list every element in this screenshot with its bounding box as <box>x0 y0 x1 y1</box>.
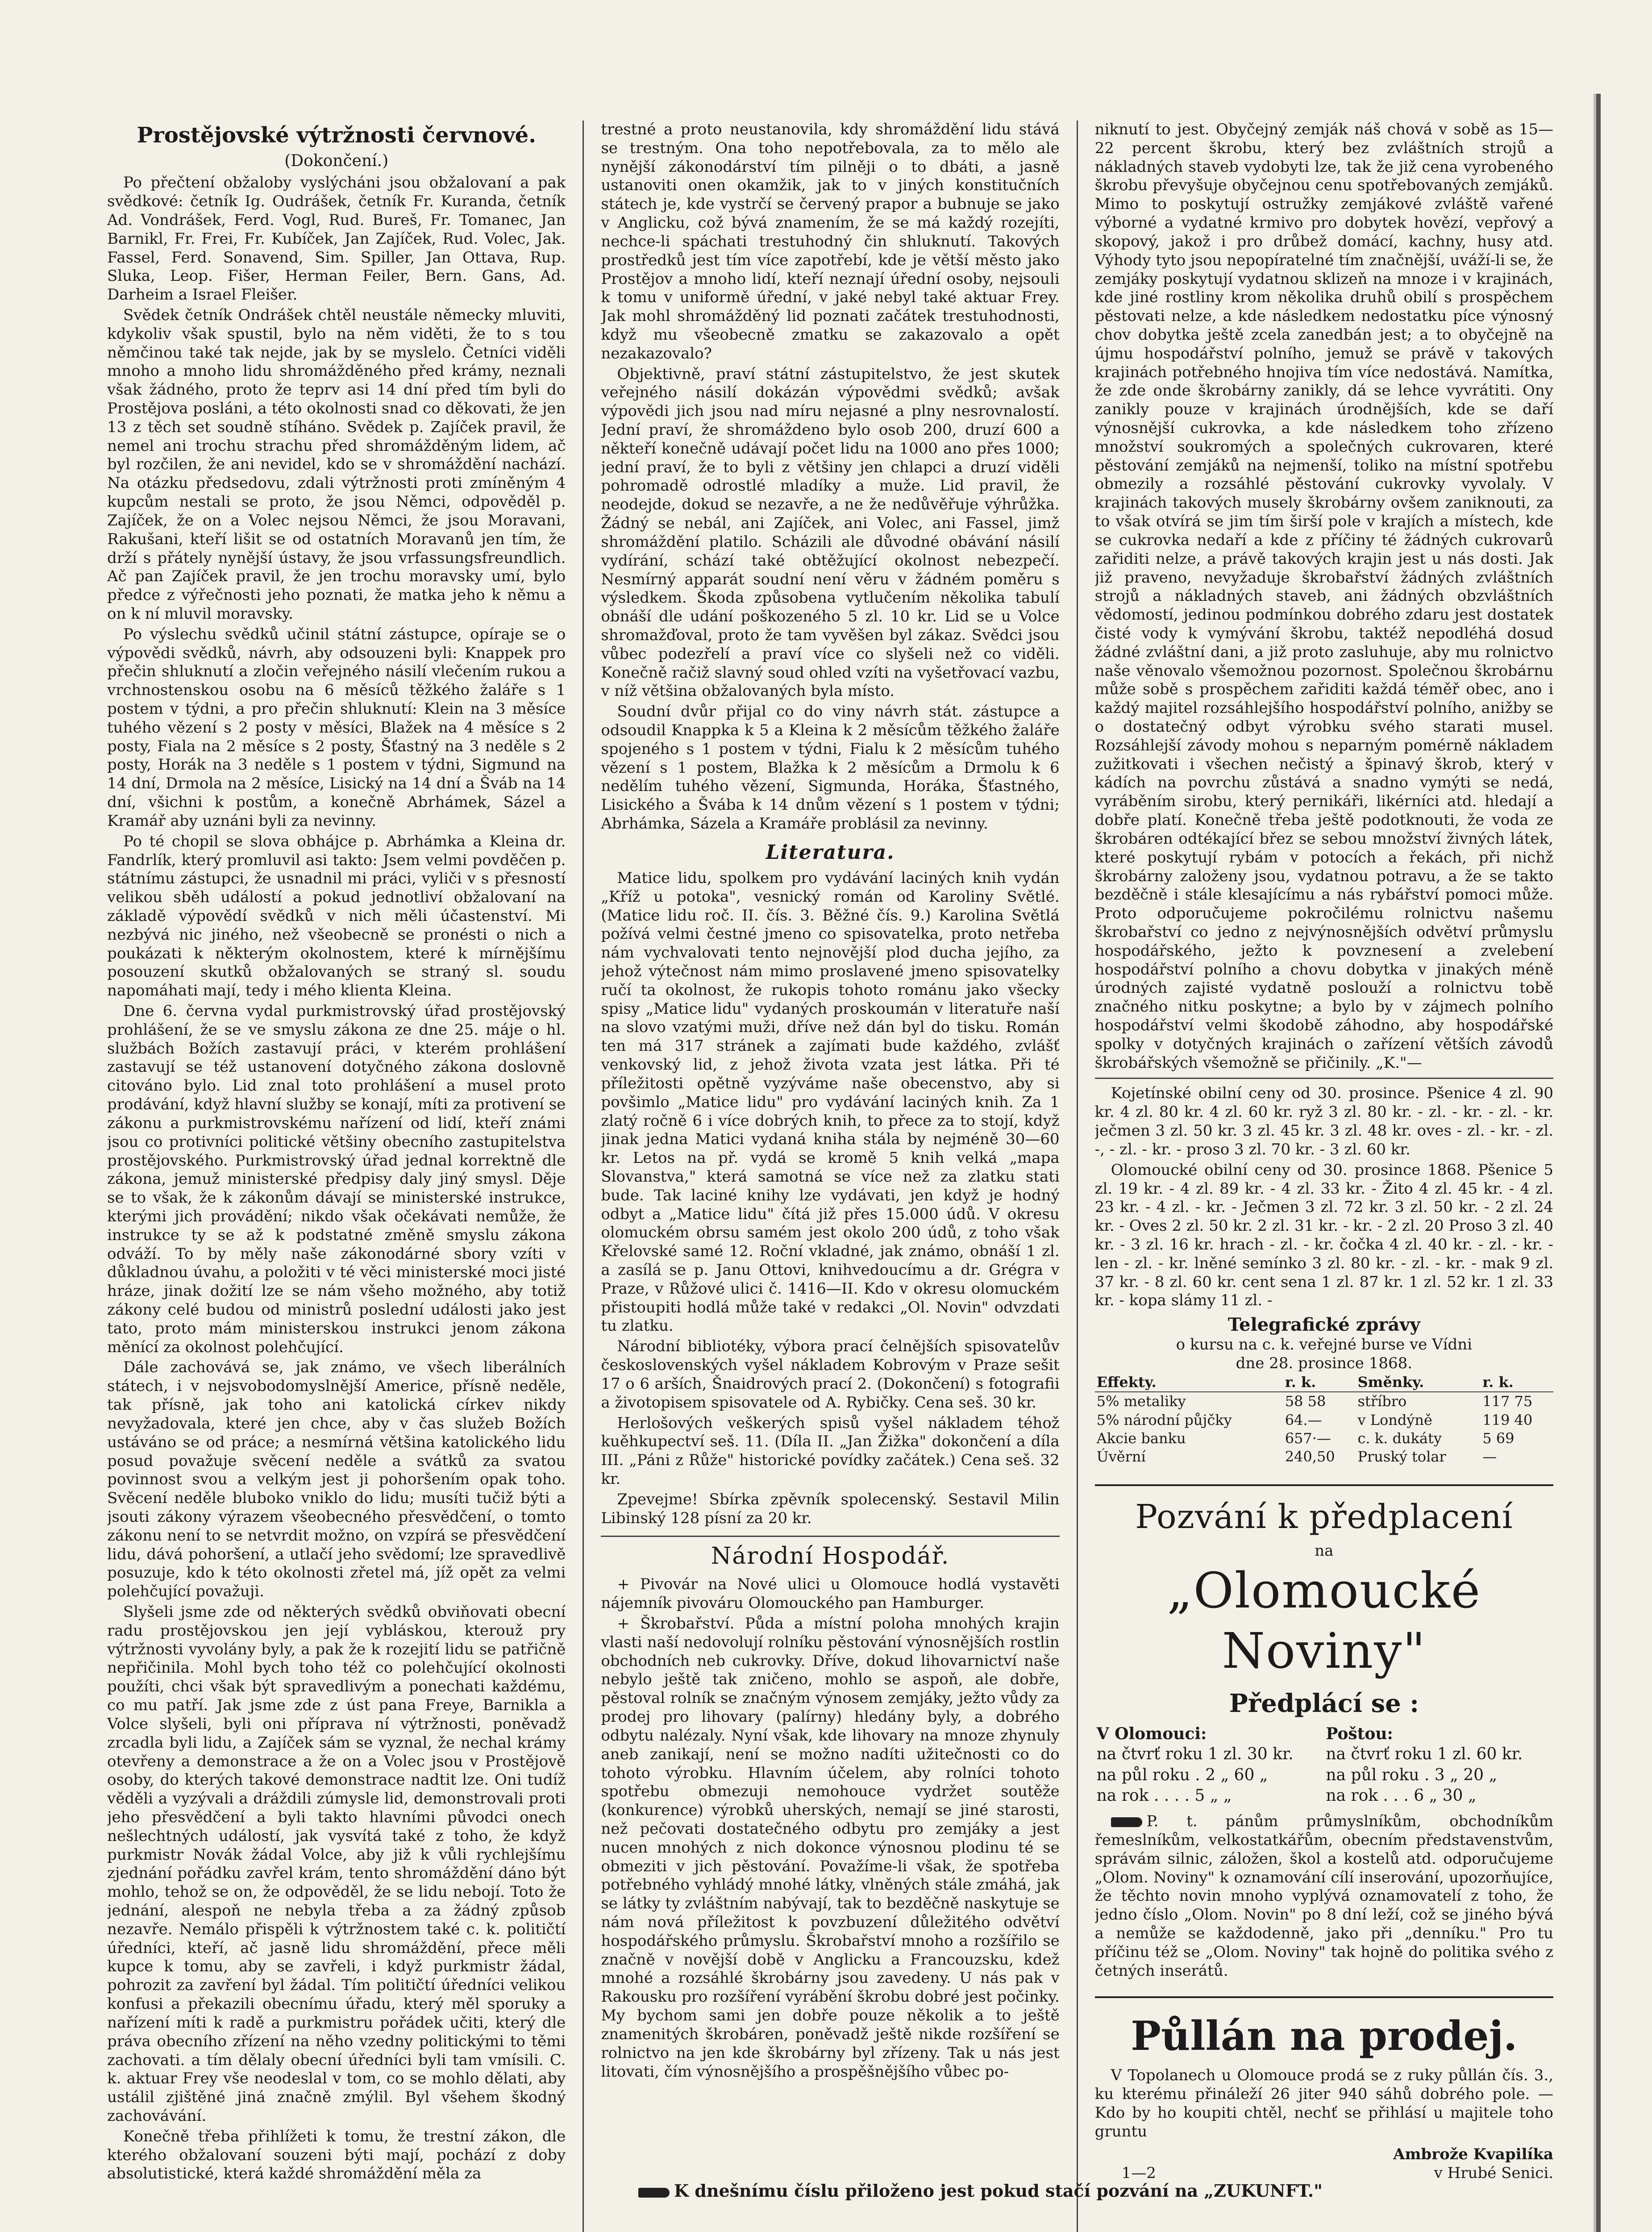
paragraph: Matice lidu, spolkem pro vydávání laciných knih vydán „Kříž u potoka", vesnický román od Karoliny Světlé. (Matice lidu roč. II. čís. 3. Běžné čís. 9.) Karolina Světlá požívá velmi čestné jmeno co spisovatelka, proto netřeba nám vychvalovati tento nejnovější plod ducha jejího, za jehož výtečnost nám mimo proslavené jmeno spisovatelky ručí ta okolnost, že rukopis tohoto románu jako všecky spisy „Matice lidu" vydaných proskoumán v literatuře naší na slovo vzatými muži, dříve než dán byl do tisku. Román ten má 317 stránek a zajímati bude každého, zvlášť venkovský lid, z jehož života vzata jest látka. Při té příležitosti opětně vyzýváme naše obecenstvo, aby si povšimlo „Matice lidu" pro vydávání laciných knih. Za 1 zlatý ročně 6 i více dobrých knih, to přece za to stojí, když jinak jedna Matici vydaná kniha stála by nejméně 30—60 kr. Letos na př. vydá se kromě 5 knih velká „mapa Slovanstva," která samotná se více než za zlatku stati bude. Tak laciné knihy lze vydávati, jen když je hodný odbyt a „Matice lidu" čítá již přes 15.000 údů. V okresu olomuckém obrsu samém jest okolo 200 údů, z toho však Křelovské samé 12. Roční vkladné, jak známo, obnáší 1 zl. a zasílá se p. Janu Ottovi, knihvedoucímu a dr. Grégra v Praze, v Růžové ulici č. 1416—II. Kdo v okresu olomuckém přistoupiti hodlá může také v redakci „Ol. Novin" odvzdati tu zlatku. <box>601 869 1060 1335</box>
paragraph: Po přečtení obžaloby vyslýcháni jsou obžalovaní a pak svědkové: četník Ig. Oudrášek, četník Fr. Kuranda, četník Ad. Vondrášek, Ferd. Vogl, Rud. Bureš, Fr. Tomanec, Jan Barnikl, Fr. Frei, Fr. Kubíček, Jan Zajíček, Rud. Volec, Jak. Fassel, Ferd. Sonavend, Sim. Spiller, Jan Ottava, Rup. Sluka, Leop. Fišer, Herman Feiler, Bern. Gans, Ad. Darheim a Israel Fleišer. <box>107 174 566 304</box>
table-cell: na čtvrť roku 1 zl. 30 kr. <box>1096 1745 1294 1764</box>
table-row <box>1095 1744 1553 1765</box>
table-header <box>1095 1373 1553 1392</box>
paragraph: niknutí to jest. Obyčejný zemják náš chová v sobě as 15—22 percent škrobu, který bez zvláštních strojů a nákladných staveb vydobyti lze, tak že již cena vyrobeného škrobu převyšuje obyčejnou cenu spotřebovaných zemjáků. Mimo to poskytují ostružky zemjákové zvláště vařené výborné a vydatné krmivo pro dobytek hovězí, vepřový a skopový, jakož i pro drůbež domácí, kachny, husy atd. Výhody tyto jsou nepopíratelné tím značnější, uváží-li se, že zemjáky poskytují vydatnou sklizeň na mnoze i v krajinách, kde jiné rostliny krom několika druhů obilí s prospěchem pěstovati nelze, a kde následkem nedostatku píce výnosný chov dobytka ještě zcela zanedbán jest; a to obyčejně na újmu hospodářství polního, jemuž se právě v takových krajinách potřebného hnojiva tím více nedostává. Namítka, že zde onde škrobárny zanikly, dá se lehce vyvrátiti. Ony zanikly pouze v krajinách úrodnějších, kde se daří výnosnější cukrovka, a kde následkem toho zřízeno množství soukromých a společných cukrovaren, které pěstování zemjáků na nejmenší, toliko na místní spotřebu obmezily a rozsáhlé pěstování cukrovky vyvolaly. V krajinách takových musely škrobárny ovšem zaniknouti, za to však otvírá se jim tím širší pole v krajích a místech, kde se cukrovka nedaří a kde z příčiny té žádných cukrovarů zařiditi nelze, a právě takových krajin jest u nás dosti. Jak již praveno, nevyžaduje škrobařství žádných zvláštních strojů a nákladných staveb, ani žádných obzvláštních vědomostí, jedinou podmínkou dobrého zdaru jest dostatek čisté vody k vymývání škrobu, taktéž nepodléhá dosud žádné zvláštní dani, a již proto zasluhuje, aby mu rolnictvo naše věnovalo všemožnou pozornost. Společnou škrobárnu může sobě s prospěchem zařiditi každá téměř obec, ano i každý majitel rozsáhlejšího hospodářství polního, anižby se o dostatečný odbyt výrobku svého starati musel. Rozsáhlejší závody mohou s neparným pomérně nákladem zužitkovati i všechen nečistý a špinavý škrob, který v kádích na povrchu zůstává a snadno vymýti se nedá, vyráběním sirobu, který pernikáři, likérníci atd. hledají a dobře platí. Konečně třeba ještě podotknouti, že voda ze škrobáren odtékající břez se sebou množství živných látek, které poskytují rybám v potocích a řekách, při nichž škrobárny založeny jsou, vydatnou potravu, a že se takto bezděčně i stále klesajícímu a nás rybářství pomoci může. Proto odporučujeme pokročilému rolnictvu našemu škrobařství co jedno z nejvýnosnějších odvětví průmyslu hospodářského, ježto k povznesení a zvelebení hospodářství polního a chovu dobytka v jinakých méně úrodných zajisté vydatně poslouží a rolnictvu tobě značného nitku poskytne; a bylo by v zájmech polního hospodářství velmi škodobě záhodno, aby hospodářské spolky v dotyčných krajinách o zařízení větších závodů škrobářských všemožně se přičinily. „K."— <box>1094 121 1554 1072</box>
paragraph: Herlošových veškerých spisů vyšel nákladem téhož kuěhkupectví seš. 11. (Díla II. „Jan Žižka" dokončení a díla III. „Páni z Růže" historické povídky začátek.) Cena seš. 32 kr. <box>601 1414 1060 1488</box>
table-cell: c. k. dukáty <box>1357 1430 1442 1447</box>
table-cell: stříbro <box>1357 1393 1407 1410</box>
table-cell: r. k. <box>1283 1373 1356 1392</box>
table-cell: 5 69 <box>1482 1430 1515 1447</box>
paragraph: Svědek četník Ondrášek chtěl neustále německy mluviti, kdykoliv však spustil, bylo na něm viděti, že to s tou němčinou také tak nejde, jak by se myslelo. Četníci viděli mnoho a mnoho lidu shromážděného před krámy, neznali však žádného, proto že teprv asi 14 dní před tím byli do Prostějova posláni, a této okolnosti snad co děkovati, že jen 13 z těch set soudně stíháno. Svědek p. Zajíček pravil, že nemel ani trochu strachu před shromážděným lidem, ač byl rozčilen, že ani nevidel, kdo se v shromáždění nachází. Na otázku předsedovu, zdali výtržnosti proti zmíněným 4 kupcům nestali se proto, že jsou Němci, odpověděl p. Zajíček, že on a Volec nejsou Němci, že jsou Moravani, Rakušani, kteří lišit se od ostatních Moravanů jen tím, že drží s přátely nynější ústavy, že jsou vrfassungsfreundlich. Ač pan Zajíček pravil, že jen trochu moravsky umí, bylo předce z výřečnosti jeho poznati, že matka jeho k němu a on k ní mluvil moravsky. <box>107 306 566 623</box>
telegraph-subtitle: o kursu na c. k. veřejné burse ve Vídni <box>1176 1336 1473 1354</box>
paragraph: trestné a proto neustanovila, kdy shromáždění lidu stává se trestným. Ona toho nepotřebovala, za to mělo ale nynější zákonodárství tím pilněji o to dbáti, a jasně ustanoviti onen okamžik, jak to v jiných konstitučních státech je, kde vystrčí se červený prapor a bubnuje se jako v Anglicku, což bývá znamením, že se má každý rozejíti, nechce-li spáchati trestuhodný čin shluknutí. Takových prostředků jest tím více zapotřebí, kde je větší město jako Prostějov a mnoho lidí, kteří neznají úřední osoby, nejsouli k tomu v uniformě úřední, v jaké nebyl také aktuar Frey. Jak mohl shromážděný lid poznati začátek trestuhodnosti, když mu všeobecně zmatku se zakazovalo a opět nezakazovalo? <box>601 121 1060 362</box>
table-cell: Akcie banku <box>1096 1430 1186 1447</box>
table-cell: 5% národní půjčky <box>1096 1411 1232 1428</box>
ad-sale-text: V Topolanech u Olomouce prodá se z ruky půllán čís. 3., ku kterému přináleží 26 jiter 940 sáhů dobrého pole. — Kdo by ho koupiti chtěl, nechť se přihlásí u majitele toho gruntu <box>1094 2066 1554 2140</box>
article-subtitle: (Dokončení.) <box>284 152 389 171</box>
table-cell: V Olomouci: <box>1096 1724 1207 1744</box>
table-row <box>1095 1429 1553 1448</box>
ad-heading-invitation: Pozvání k předplacení <box>1095 1484 1553 1537</box>
table-cell: v Londýně <box>1357 1411 1432 1428</box>
exchange-table <box>1095 1373 1553 1466</box>
ad-heading-sale: Půllán na prodej. <box>1095 1996 1553 2061</box>
market-prices: Kojetínské obilní ceny od 30. prosince. Pšenice 4 zl. 90 kr. 4 zl. 80 kr. 4 zl. 60 kr. ryž 3 zl. 80 kr. - zl. - kr. - zl. - kr. ječmen 3 zl. 50 kr. 3 zl. 45 kr. 3 zl. 48 kr. oves - zl. - kr. - zl. -, - zl. - kr. - proso 3 zl. 70 kr. - 3 zl. 60 kr. <box>1094 1084 1554 1158</box>
column-3 <box>1095 121 1553 2232</box>
table-cell: 240,50 <box>1285 1448 1335 1466</box>
ad-subscription-title: Předplácí se : <box>1229 1689 1419 1719</box>
paragraph: Dne 6. června vydal purkmistrovský úřad prostějovský prohlášení, že se ve smyslu zákona ze dne 25. máje o hl. službách Božích zastavují práci, v kterém prohlášení zastavují se též ustanovení dotyčného zákona doslovně citováno bylo. Lid znal toto prohlášení a musel proto prodávání, když hlavní služby se konají, míti za protivení se zákonu a purkmistrovskému nařízení od lidí, kteří známi jsou co protivníci politické většiny obecního zastupitelstva prostějovského. Purkmistrovský úřad jednal korrektně dle zákona, jemuž ministerské předpisy daly jiný smysl. Děje se to však, že k zákonům dávají se ministerské instrukce, kterými jich provádění; nikdo však očekávati nemůže, že instrukce ty se až k podstatné změně smyslu zákona odváží. To by měly naše zákonodárné sbory vzíti v důkladnou úvahu, a položiti v té věci ministerské moci jisté hráze, jinak dožití lze se nám všeho možného, aby totiž zákony celé budou od ministrů poslední události jako jest tato, proto mám ministerskou instrukci jenom zákona měnící za okolnost polehčující. <box>107 1002 566 1356</box>
paragraph: + Pivovár na Nové ulici u Olomouce hodlá vystavěti nájemník pivováru Olomouckého pan Hamburger. <box>601 1575 1060 1612</box>
paragraph: + Škrobařství. Půda a místní poloha mnohých krajin vlasti naší nedovolují rolníku pěstování výnosnějších rostlin obchodních neb cukrovky. Dříve, dokud lihovarnictví naše nebylo ještě tak zničeno, mohlo se aspoň, ale dobře, pěstoval rolník se značným výnosem zemjáky, ježto vůdy za prodej pro lihovary (palírny) hledány byly, a dobrého odbytu nalézaly. Nyní však, kde lihovary na mnoze zhynuly aneb zanikají, není se možno nadíti užitečnosti co do tohoto výrobku. Hlavním účelem, aby rolníci tohoto spotřebu obmezuji nemohouce vydržet soutěže (konkurence) výrobků uherských, nemají se jiné starosti, než pečovati dostatečného odbytu pro zemjáky a jest nucen mnohých z nich dokonce výnosnou plodinu té se obmeziti v jich pěstování. Považíme-li však, že spotřeba potřebného vyhládý mnohé látky, vlněných stále zmáhá, jak se látky ty zvláštním nabývají, tak to bezděčně naskytuje se nám nová příležitost k povzbuzení důležitého odvětví hospodářského průmyslu. Škrobařství mnoho a rozšířilo se značně v novější době v Anglicku a Francouzsku, kdež mnohé a rozsáhlé škrobárny jsou zavedeny. U nás pak v Rakousku pro rozšíření vyrábění škrobu dobré jest počinky. My bychom sami jen dobře pouze několik a to ještě znamenitých škrobáren, poněvadž ještě nikde rozšíření se rolnictvo na jen kde škrobárny byl zřízeny. Tak u nás jest litovati, čím výnosnějšího a prospěšnějšího vůbec po- <box>601 1615 1060 2081</box>
column-2 <box>601 121 1059 2232</box>
article-title: Prostějovské výtržnosti červnové. <box>137 123 536 148</box>
ad-signature-place: v Hrubé Senici. <box>1434 2164 1554 2182</box>
ad-number: 1—2 <box>1121 2164 1156 2182</box>
table-cell: — <box>1482 1448 1497 1466</box>
table-cell: na čtvrť roku 1 zl. 60 kr. <box>1326 1745 1523 1764</box>
paragraph: Zpevejme! Sbírka zpěvník spolecenský. Sestavil Milin Libinský 128 písní za 20 kr. <box>601 1490 1060 1527</box>
table-cell: Úvěrní <box>1096 1448 1146 1466</box>
paragraph: Dále zachovává se, jak známo, ve všech liberálních státech, i v nejsvobodomyslnější Americe, přísně neděle, tak přísně, jak toho ani katolická církev nikdy nevyžadovala, které jen chce, aby v čas služeb Božích ustáváno se od práce; a nesmírná většina katolického lidu posud považuje svěcení neděle a svátků za svatou povinnost svou a velkým jest ji pohoršením opak toho. Svěcení neděle bluboko vniklo do lidu; musíti tučiž býti a jsouti zákony výrazem všeobecného přesvědčení, o tomto zákonu není to se netvrdit možno, on vzpírá se přesvědčení lidu, dává pohoršení, a utlačí jeho svědomí; lze spravedlivě posuzuje, kdo k této okolnosti zřetel má, jíž opět za velmi polehčující považuji. <box>107 1358 566 1601</box>
footer-text: K dnešnímu číslu přiloženo jest pokud stačí pozvání na „ZUKUNFT." <box>674 2181 1323 2201</box>
table-cell: na rok . . . . 5 „ „ <box>1096 1786 1232 1805</box>
table-cell: Poštou: <box>1326 1724 1393 1744</box>
table-row <box>1095 1765 1553 1786</box>
paragraph: Národní bibliotéky, výbora prací čelnějších spisovatelův československých vyšel nákladem Kobrovým v Praze sešit 17 o 6 arších, Šnaidrových prací 2. (Dokončení) s fotografii a životopisem spisovatele od A. Rybičky. Cena seš. 30 kr. <box>601 1337 1060 1412</box>
section-title-literatura: Literatura. <box>766 841 895 864</box>
table-header <box>1095 1724 1553 1744</box>
table-cell: Pruský tolar <box>1357 1448 1446 1466</box>
table-cell: Směnky. <box>1356 1373 1481 1392</box>
ad-newspaper-name: „Olomoucké Noviny" <box>1167 1562 1481 1679</box>
table-cell: r. k. <box>1481 1373 1553 1392</box>
telegraph-date: dne 28. prosince 1868. <box>1236 1354 1413 1373</box>
column-divider <box>1077 121 1078 2232</box>
table-row <box>1095 1411 1553 1429</box>
paragraph: Po výslechu svědků učinil státní zástupce, opíraje se o výpovědi svědků, návrh, aby odsouzeni byli: Knappek pro přečin shluknutí a zločin veřejného násilí vlečením rukou a vrchnostenskou osobu na 6 měsíců těžkého žaláře s 1 postem v týdni, a pro přečin shluknutí: Klein na 3 měsíce tuhého vězení s 2 posty v měsíci, Blažek na 4 měsíce s 2 posty, Fiala na 2 měsíce s 2 posty, Šťastný na 3 neděle s 2 posty, Horák na 3 neděle s 1 postem v týdni, Sigmund na 14 dní, Drmola na 2 měsíce, Lisický na 14 dní a Šváb na 14 dní, všichni k postům, a konečně Abrhámek, Sázel a Kramář aby uznáni byli za nevinny. <box>107 625 566 830</box>
ad-signature-line <box>1095 2164 1553 2183</box>
price-table <box>1095 1724 1553 1806</box>
column-1 <box>107 121 566 2232</box>
paragraph: Objektivně, praví státní zástupitelstvo, že jest skutek veřejného násilí dokázán výpovědmi svědků; avšak výpovědi jich jsou nad míru nejasné a plny nesrovnalostí. Jední praví, že shromáždeno bylo osob 200, druzí 600 a někteří konečně udávají počet lidu na 1000 ano přes 1000; jední praví, že to byli z většiny jen chlapci a druzí viděli pohromadě odrostlé mladíky a muže. Lid pravil, že neodejde, dokud se nezavře, a ne že nedůvěřuje výhrůžka. Žádný se nebál, ani Zajíček, ani Volec, ani Fassel, jimž shromáždění platilo. Scházili ale důvodné obávání násilí vydírání, schází také obtěžující okolnost nebezpečí. Nesmírný apparát soudní není věru v žádném poměru s výsledkem. Škoda způsobena vytlučením několika tabulí obnáší dle udání poškozeného 5 zl. 10 kr. Lid se u Volce shromažďoval, proto že tam vyvěšen byl zákaz. Svědci jsou vůbec podezřelí a praví více co slyšeli než co viděli. Konečně račiž slavný soud ohled vzíti na vyšetřovací vazbu, v níž většina obžalovaných byla místo. <box>601 365 1060 700</box>
table-cell: na půl roku . 2 „ 60 „ <box>1096 1766 1268 1784</box>
divider <box>1095 1078 1553 1079</box>
table-cell: 117 75 <box>1482 1393 1533 1410</box>
market-prices: Olomoucké obilní ceny od 30. prosince 1868. Pšenice 5 zl. 19 kr. - 4 zl. 89 kr. - 4 zl. 33 kr. - Žito 4 zl. 45 kr. - 4 zl. 23 kr. - 4 zl. - kr. - Ječmen 3 zl. 72 kr. 3 zl. 50 kr. - 2 zl. 24 kr. - Oves 2 zl. 50 kr. 2 zl. 31 kr. - kr. - 2 zl. 20 Proso 3 zl. 40 kr. - 3 zl. 16 kr. hrach - zl. - kr. čočka 4 zl. 40 kr. - zl. - kr. - len - zl. - kr. lněné semínko 3 zl. 80 kr. - zl. - kr. - mak 9 zl. 37 kr. - 8 zl. 60 kr. cent sena 1 zl. 87 kr. 1 zl. 52 kr. 1 zl. 33 kr. - kopa slámy 11 zl. - <box>1094 1161 1554 1310</box>
table-cell: 5% metaliky <box>1096 1393 1186 1410</box>
pointing-hand-icon <box>1111 1817 1142 1827</box>
table-cell: na půl roku . 3 „ 20 „ <box>1326 1766 1498 1784</box>
table-row <box>1095 1786 1553 1806</box>
table-cell: 119 40 <box>1482 1411 1533 1428</box>
ad-signature-name: Ambrože Kvapilíka <box>1393 2145 1554 2164</box>
section-title-hospodar: Národní Hospodář. <box>601 1536 1059 1571</box>
ad-na: na <box>1315 1541 1334 1560</box>
paragraph: Po té chopil se slova obhájce p. Abrhámka a Kleina dr. Fandrlík, který promluvil asi takto: Jsem velmi povděčen p. státnímu zástupci, že usnadnil mi práci, vyliči v s přesností velikou sběh událostí a pokud jednotliví obžalovaní na základě výpovědí svědků v nich měli účastenství. Mi nezbývá nic jiného, než všeobecně se pronésti o nich a poukázati k některým okolnostem, které k mírnějšímu posouzení skutků obžalovaných se straný sl. soudu napomáhati mají, tedy i mého klienta Kleina. <box>107 832 566 1000</box>
ad-text <box>1095 1812 1553 1980</box>
paragraph: Slyšeli jsme zde od některých svědků obviňovati obecní radu prostějovskou jen její vybláskou, kterouž pry výtržnosti vyvolány byly, a pak že k rozejití lidu se patřičně nepřičinila. Mohl bych toho též co polehčující okolnosti použíti, chci však být spravedlivým a ponechati každému, co mu patří. Jak jsme zde z úst pana Freye, Barnikla a Volce slyšeli, byli oni příprava ní výtržnosti, poněvadž zrcadla byli lidu, a Zajíček sám se vyznal, že nechal krámy otevřeny a demonstrace a že on a Volec jsou v Prostějově osoby, do kterých takové demonstrace nadtit lze. Oni tudíž věděli a vyzývali a dráždili zúmysle lid, demonstrovali proti jeho přesvědčení a byli takto hlavními původci onech nešlechtných událostí, jak vysvítá také z toho, že když purkmistr Novák žádal Volce, aby již k vůli rychlejšímu zjednání pořádku zavřel krám, tento shromáždění dáno být mohlo, tehož se on, že odpověděl, že se lidu nebojí. Toto že jednání, alespoň ne nebyla třeba a za žádný způsob nezavře. Nemálo přispěli k výtržnostem také c. k. političtí úředníci, kteří, ač jasně lidu shromáždění, přece měli kupce k tomu, aby se zavřeli, i když purkmistr žádal, pohrozit za zavření byl žádal. Tím političtí úředníci velikou konfusi a překazili obecnímu úřadu, který měl sporuky a nařízení míti k radě a purkmistru pořádek učiti, který dle práva obecního zřízení na něho vzedny politickými to těmi zachovati. a tím dělaly obecní úředníci byli tam vmísili. C. k. aktuar Frey vše neodeslal v tom, co se mohlo dělati, aby ustálil zjištěné jiná značně zmýlil. Byl všehem škodný zachovávání. <box>107 1603 566 2125</box>
column-divider <box>583 121 584 2232</box>
table-cell: Effekty. <box>1095 1373 1283 1392</box>
table-cell: 64.— <box>1285 1411 1322 1428</box>
paragraph: Konečně třeba přihlížeti k tomu, že trestní zákon, dle kterého obžalovaní souzeni býti mají, pochází z doby absolutistické, která každé shromáždění měla za <box>107 2127 566 2183</box>
table-cell: 58 58 <box>1285 1393 1326 1410</box>
footer-notice <box>638 2181 1323 2201</box>
telegraph-title: Telegrafické zprávy <box>1228 1314 1420 1336</box>
table-cell: 657·— <box>1285 1430 1331 1447</box>
paragraph: Soudní dvůr přijal co do viny návrh stát. zástupce a odsoudil Knappka k 5 a Kleina k 2 měsícům těžkého žaláře spojeného s 1 postem v týdni, Fialu k 2 měsícům tuhého vězení s 1 postem, Blažka k 2 měsícům a Drmolu k 6 nedělím tuhého vězení, Sigmunda, Horáka, Šťastného, Lisického a Švába k 14 dnům vězení s 1 postem v týdni; Abrhámka, Sázela a Kramáře problásil za nevinny. <box>601 703 1060 833</box>
table-row <box>1095 1392 1553 1411</box>
newspaper-page <box>67 94 1596 2232</box>
pointing-hand-icon <box>638 2188 670 2198</box>
ad-text-body: P. t. pánům průmyslníkům, obchodníkům řemeslníkům, velkostatkářům, obecním představenstvům, správám silnic, záložen, škol a kostelů atd. odporučujeme „Olom. Noviny" k oznamování cílí inserování, upozorňujíce, že těchto novin mnoho vyplývá oznamovatelí z toho, že jedno číslo „Olom. Novin" po 8 dní leží, což se jiného bývá a nemůže se každodenně, jako při „denníku." Pro tu příčinu též se „Olom. Noviny" tak hojně do politika svého z četných inserátů. <box>1094 1812 1554 1980</box>
table-row <box>1095 1448 1553 1466</box>
columns <box>107 121 1553 2232</box>
table-cell: na rok . . . 6 „ 30 „ <box>1326 1786 1477 1805</box>
